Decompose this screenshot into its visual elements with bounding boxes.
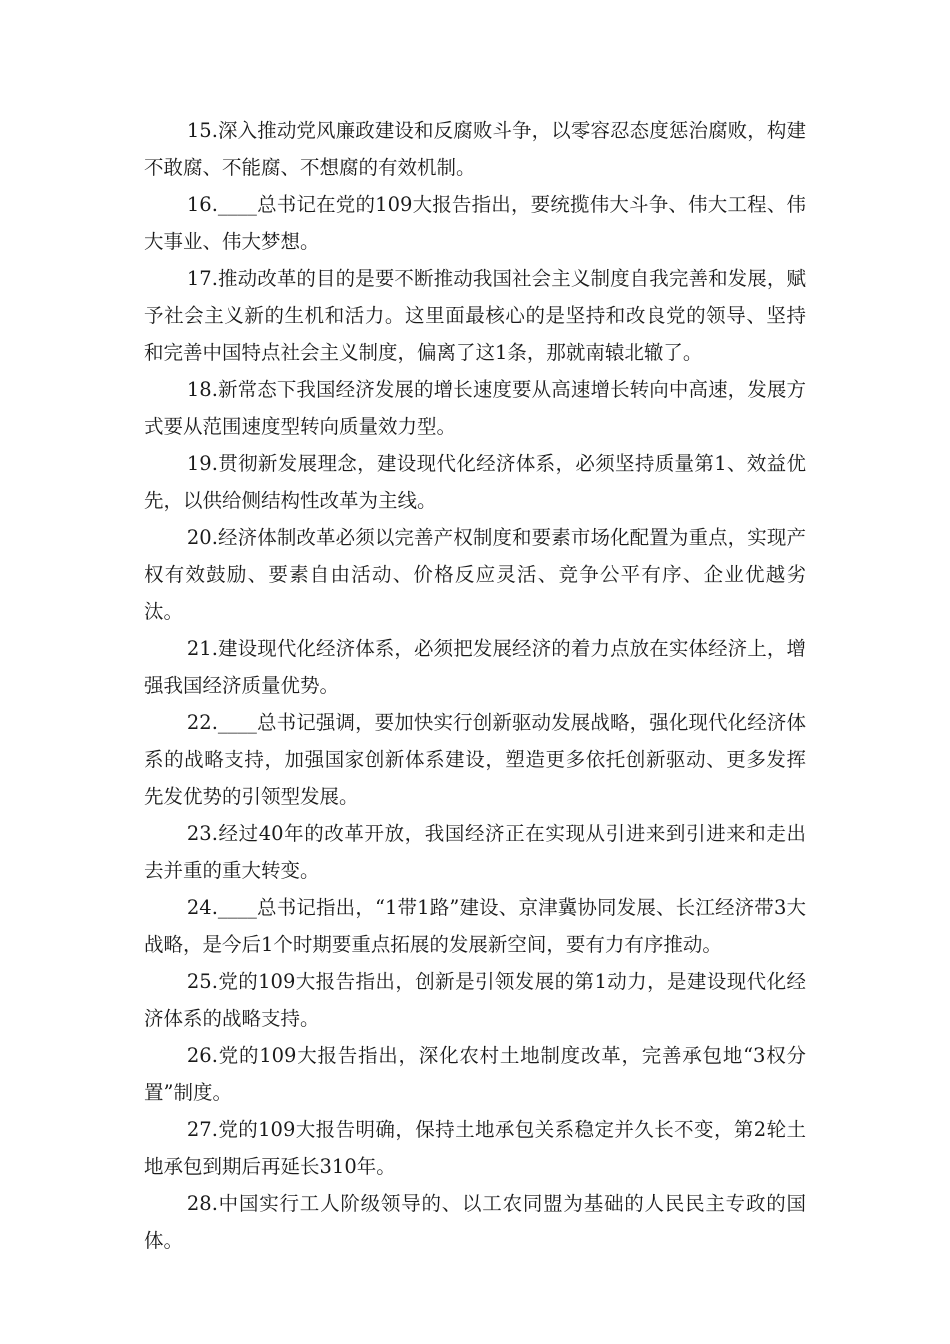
list-item: 26.党的109大报告指出，深化农村土地制度改革，完善承包地“3权分置”制度。 [144,1044,806,1104]
list-item: 25.党的109大报告指出，创新是引领发展的第1动力，是建设现代化经济体系的战略支持。 [144,970,806,1030]
list-item: 28.中国实行工人阶级领导的、以工农同盟为基础的人民民主专政的国体。 [144,1192,806,1252]
list-item: 23.经过40年的改革开放，我国经济正在实现从引进来到引进来和走出去并重的重大转变。 [144,822,806,882]
document-body [144,112,806,1259]
list-item: 16.____总书记在党的109大报告指出，要统揽伟大斗争、伟大工程、伟大事业、伟大梦想。 [144,193,806,253]
list-item: 21.建设现代化经济体系，必须把发展经济的着力点放在实体经济上，增强我国经济质量优势。 [144,637,806,697]
list-item: 15.深入推动党风廉政建设和反腐败斗争，以零容忍态度惩治腐败，构建不敢腐、不能腐、不想腐的有效机制。 [144,119,806,179]
list-item: 27.党的109大报告明确，保持土地承包关系稳定并久长不变，第2轮土地承包到期后再延长310年。 [144,1118,806,1178]
list-item: 20.经济体制改革必须以完善产权制度和要素市场化配置为重点，实现产权有效鼓励、要素自由活动、价格反应灵活、竞争公平有序、企业优越劣汰。 [144,526,806,623]
list-item: 18.新常态下我国经济发展的增长速度要从高速增长转向中高速，发展方式要从范围速度型转向质量效力型。 [144,378,806,438]
list-item: 17.推动改革的目的是要不断推动我国社会主义制度自我完善和发展，赋予社会主义新的生机和活力。这里面最核心的是坚持和改良党的领导、坚持和完善中国特点社会主义制度，偏离了这1条，那就南辕北辙了。 [144,267,806,364]
list-item: 19.贯彻新发展理念，建设现代化经济体系，必须坚持质量第1、效益优先，以供给侧结构性改革为主线。 [144,452,806,512]
list-item: 22.____总书记强调，要加快实行创新驱动发展战略，强化现代化经济体系的战略支持，加强国家创新体系建设，塑造更多依托创新驱动、更多发挥先发优势的引领型发展。 [144,711,806,808]
list-item: 24.____总书记指出，“1带1路”建设、京津冀协同发展、长江经济带3大战略，是今后1个时期要重点拓展的发展新空间，要有力有序推动。 [144,896,806,956]
